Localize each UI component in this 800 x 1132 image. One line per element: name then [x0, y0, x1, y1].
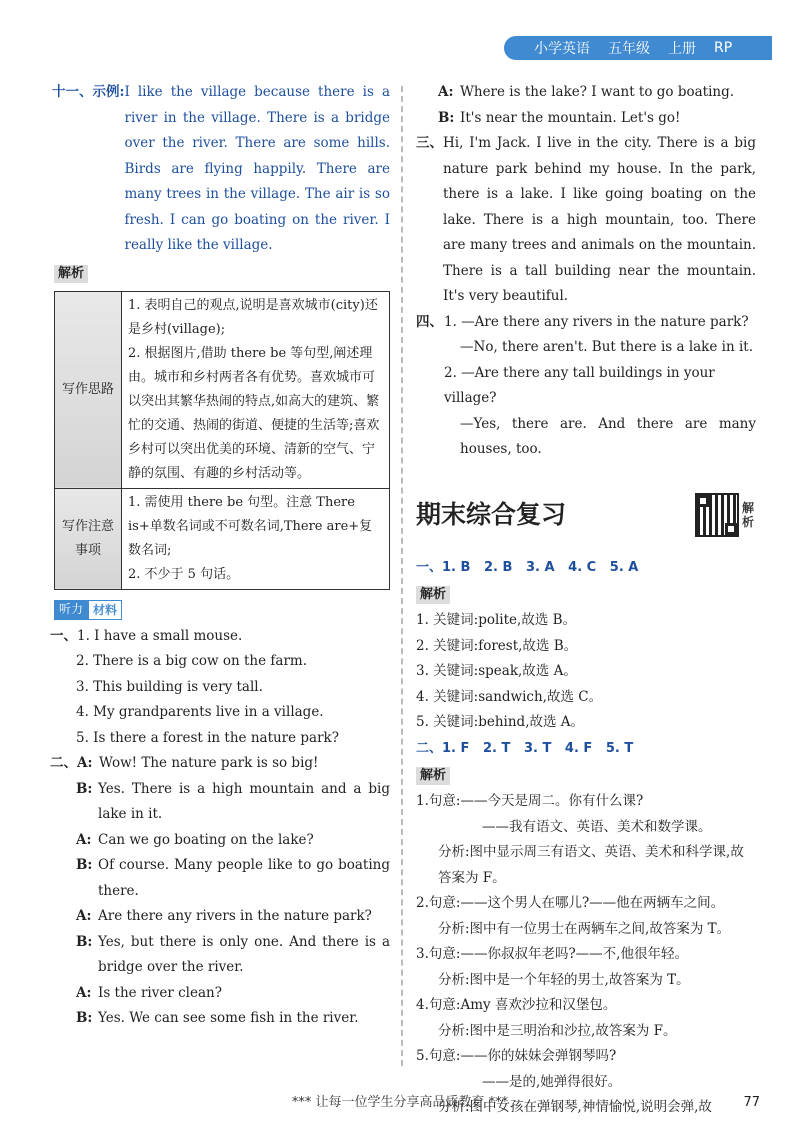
section-title: 期末综合复习 解析 — [416, 493, 756, 537]
table-header-cell: 写作注意事项 — [55, 488, 122, 589]
dialogue-line: B: Yes, but there is only one. And there is a bridge over the river. — [76, 933, 390, 975]
list-item: —Yes, there are. And there are many houses, too. — [460, 415, 756, 457]
table-item: 1. 表明自己的观点,说明是喜欢城市(city)还是乡村(village); — [128, 297, 378, 337]
left-column — [50, 80, 390, 1032]
writing-table — [54, 291, 390, 590]
essay-text: I like the village because there is a river in the village. There is a bridge over the river. There are some hills. Birds are flying happily. There are many trees in the village. The air is so fresh. I can go boating on the river. I really like the village. — [124, 84, 390, 253]
footer-slogan: *** 让每一位学生分享高品质教育 *** — [291, 1095, 509, 1110]
list-item: —No, there aren't. But there is a lake in it. — [460, 339, 753, 355]
table-header-cell: 写作思路 — [55, 291, 122, 488]
list-item: 1. 句意:——今天是周二。你有什么课? — [416, 793, 644, 809]
header-grade: 五年级 — [608, 41, 650, 57]
analysis-tag: 解析 — [416, 767, 450, 785]
table-item: 2. 不少于 5 句话。 — [128, 566, 240, 582]
dialogue-line: A: Can we go boating on the lake? — [76, 831, 314, 848]
list-item: 分析:图中显示周三有语文、英语、美术和科学课,故答案为 F。 — [438, 844, 744, 886]
essay-example — [52, 80, 390, 259]
header-edition: RP — [714, 40, 733, 56]
page-number: 77 — [743, 1095, 760, 1110]
table-row — [55, 488, 390, 589]
dialogue-line: B: Yes. There is a high mountain and a big lake in it. — [76, 780, 390, 822]
list-item: 分析:图中是三明治和沙拉,故答案为 F。 — [438, 1022, 677, 1039]
table-item: 1. 需使用 there be 句型。注意 There is+单数名词或不可数名词,There are+复数名词; — [128, 494, 373, 558]
list-item: 2. There is a big cow on the farm. — [76, 653, 308, 669]
right-column — [416, 80, 756, 1121]
list-item: ——是的,她弹得很好。 — [482, 1073, 622, 1090]
list-item: ——我有语文、英语、美术和数学课。 — [482, 818, 712, 835]
list-item: 4. 句意:Amy 喜欢沙拉和汉堡包。 — [416, 997, 617, 1013]
list-item: 分析:图中是一个年轻的男士,故答案为 T。 — [438, 971, 690, 988]
qr-code-icon[interactable] — [695, 493, 739, 537]
table-item: 2. 根据图片,借助 there be 等句型,阐述理由。城市和乡村两者各有优势。喜欢城市可以突出其繁华热闹的特点,如高大的建筑、繁忙的交通、热闹的街道、便捷的生活等;喜欢乡村可以突出优美的环境、清新的空气、宁静的氛围、有趣的乡村活动等。 — [128, 345, 380, 481]
answers-part-2: 二、 1. F 2. T 3. T 4. F 5. T — [416, 740, 634, 756]
list-item: 5. Is there a forest in the nature park? — [76, 729, 339, 746]
analysis-tag: 解析 — [416, 586, 450, 604]
listening-part-4 — [416, 310, 756, 463]
analysis-list-1 — [416, 608, 756, 736]
analysis-list-2 — [416, 789, 756, 1121]
header-volume: 上册 — [668, 41, 696, 57]
dialogue-line: 二、 A: Wow! The nature park is so big! — [50, 755, 319, 771]
list-item: 4. 关键词:sandwich,故选 C。 — [416, 688, 603, 705]
table-content-cell — [122, 291, 390, 488]
qr-code[interactable]: 解析 — [695, 493, 756, 537]
list-item: 2. —Are there any tall buildings in your village? — [444, 364, 715, 406]
analysis-tag: 解析 — [54, 265, 88, 283]
table-content-cell — [122, 488, 390, 589]
listening-part-1 — [50, 624, 390, 752]
listening-part-2 — [50, 751, 390, 1032]
list-item: 一、 1. I have a small mouse. — [50, 627, 243, 644]
list-item: 5. 关键词:behind,故选 A。 — [416, 714, 585, 730]
column-divider — [401, 86, 403, 1066]
list-item: 四、 1. —Are there any rivers in the nature park? — [416, 313, 749, 330]
list-item: 1. 关键词:polite,故选 B。 — [416, 612, 577, 628]
dialogue-line: B: Of course. Many people like to go boating there. — [76, 857, 390, 899]
listening-material-badge: 听力 材料 — [54, 600, 122, 620]
dialogue-line: A: Where is the lake? I want to go boating. — [438, 84, 735, 100]
dialogue-line: B: Yes. We can see some fish in the river. — [76, 1010, 359, 1026]
listening-part-3: 三、 Hi, I'm Jack. I live in the city. There is a big nature park behind my house. In the park, there is a lake. I like going boating on the lake. There is a high mountain, too. There are many trees and animals on the mountain. There is a tall building near the mountain. It's very beautiful. — [416, 135, 756, 304]
dialogue-line: A: Is the river clean? — [76, 984, 222, 1001]
list-item: 分析:图中女孩在弹钢琴,神情愉悦,说明会弹,故 — [438, 1099, 712, 1115]
list-item: 2. 句意:——这个男人在哪儿?——他在两辆车之间。 — [416, 895, 725, 911]
table-row — [55, 291, 390, 488]
answers-part-1: 一、 1. B 2. B 3. A 4. C 5. A — [416, 559, 639, 575]
list-item: 分析:图中有一位男士在两辆车之间,故答案为 T。 — [438, 920, 731, 937]
header-subject: 小学英语 — [534, 41, 590, 57]
list-item: 3. 句意:——你叔叔年老吗?——不,他很年轻。 — [416, 946, 688, 962]
list-item: 2. 关键词:forest,故选 B。 — [416, 637, 578, 654]
page-header-banner — [504, 36, 772, 60]
dialogue-line: A: Are there any rivers in the nature park? — [76, 908, 372, 924]
essay-number: 十一、示例: — [52, 84, 125, 100]
list-item: 5. 句意:——你的妹妹会弹钢琴吗? — [416, 1048, 617, 1064]
dialogue-line: B: It's near the mountain. Let's go! — [438, 109, 681, 126]
list-item: 3. 关键词:speak,故选 A。 — [416, 663, 577, 679]
list-item: 4. My grandparents live in a village. — [76, 704, 324, 720]
list-item: 3. This building is very tall. — [76, 678, 263, 695]
